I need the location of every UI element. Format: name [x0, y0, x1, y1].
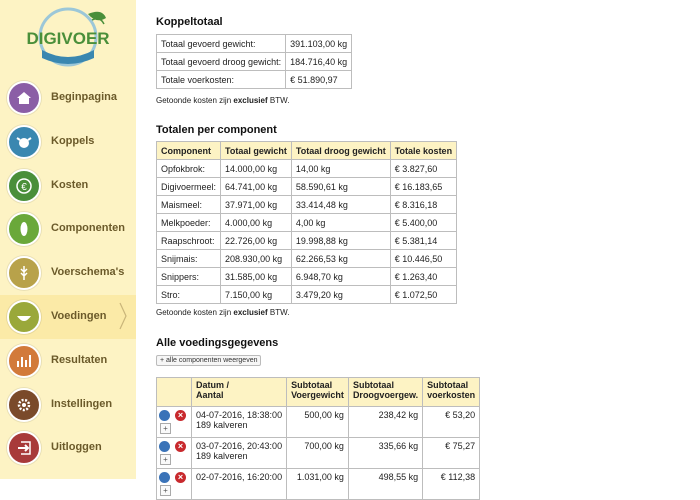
- column-header: Totaal gewicht: [221, 142, 292, 160]
- table-row: [157, 438, 480, 469]
- edit-icon[interactable]: [159, 410, 170, 421]
- table-row: [157, 196, 457, 214]
- column-header: [423, 378, 480, 407]
- column-header: [348, 378, 422, 407]
- row-value: 391.103,00 kg: [286, 35, 352, 53]
- table-cell: 208.930,00 kg: [221, 250, 292, 268]
- table-cell: 22.726,00 kg: [221, 232, 292, 250]
- exit-icon: [7, 431, 41, 465]
- nav-label: Uitloggen: [51, 441, 102, 453]
- edit-icon[interactable]: [159, 441, 170, 452]
- table-row: [157, 407, 480, 438]
- datum: 03-07-2016, 20:43:00: [196, 441, 283, 451]
- table-cell: 19.998,88 kg: [291, 232, 390, 250]
- voergewicht-cell: 700,00 kg: [287, 438, 349, 469]
- voergewicht-cell: 500,00 kg: [287, 407, 349, 438]
- column-header: Totale kosten: [390, 142, 456, 160]
- table-cell: € 5.400,00: [390, 214, 456, 232]
- voergewicht-cell: 1.031,00 kg: [287, 469, 349, 500]
- header-line: Droogvoergew.: [352, 390, 419, 400]
- kosten-cell: € 75,27: [423, 438, 480, 469]
- row-label: Totale voerkosten:: [157, 71, 286, 89]
- table-cell: 3.479,20 kg: [291, 286, 390, 304]
- voeding-title: Alle voedingsgegevens: [156, 337, 279, 349]
- column-header: [192, 378, 287, 407]
- nav-label: Resultaten: [51, 354, 108, 366]
- koppeltotaal-title: Koppeltotaal: [156, 16, 223, 28]
- table-cell: Maismeel:: [157, 196, 221, 214]
- row-value: 184.716,40 kg: [286, 53, 352, 71]
- table-row: [157, 232, 457, 250]
- datum-cell: [192, 407, 287, 438]
- chevron-right-icon: [118, 301, 128, 331]
- chart-icon: [7, 344, 41, 378]
- aantal: 189 kalveren: [196, 451, 248, 461]
- nav-label: Beginpagina: [51, 91, 118, 103]
- row-actions: [157, 407, 192, 438]
- table-cell: 14.000,00 kg: [221, 160, 292, 178]
- datum: 02-07-2016, 16:20:00: [196, 472, 283, 482]
- edit-icon[interactable]: [159, 472, 170, 483]
- euro-icon: [7, 169, 41, 203]
- nav-item-uitloggen[interactable]: [0, 426, 136, 470]
- table-row: [157, 71, 352, 89]
- expand-icon[interactable]: +: [160, 454, 171, 465]
- table-row: [157, 35, 352, 53]
- delete-icon[interactable]: ×: [175, 410, 186, 421]
- sidebar: [0, 0, 136, 479]
- table-cell: Digivoermeel:: [157, 178, 221, 196]
- table-cell: Snippers:: [157, 268, 221, 286]
- table-row: [157, 268, 457, 286]
- header-line: voerkosten: [427, 390, 476, 400]
- table-cell: € 1.263,40: [390, 268, 456, 286]
- kosten-cell: € 112,38: [423, 469, 480, 500]
- table-cell: € 8.316,18: [390, 196, 456, 214]
- table-cell: € 10.446,50: [390, 250, 456, 268]
- cow-icon: [7, 125, 41, 159]
- table-cell: 33.414,48 kg: [291, 196, 390, 214]
- digivoer-logo[interactable]: [22, 6, 114, 68]
- datum-cell: [192, 438, 287, 469]
- table-cell: Snijmais:: [157, 250, 221, 268]
- nav-item-koppels[interactable]: [0, 120, 136, 164]
- table-row: [157, 160, 457, 178]
- table-cell: 58.590,61 kg: [291, 178, 390, 196]
- table-row: [157, 178, 457, 196]
- table-cell: 62.266,53 kg: [291, 250, 390, 268]
- delete-icon[interactable]: ×: [175, 472, 186, 483]
- header-line: Subtotaal: [427, 380, 469, 390]
- expand-icon[interactable]: +: [160, 423, 171, 434]
- action-icons: [157, 469, 191, 499]
- header-line: Voergewicht: [291, 390, 344, 400]
- table-row: [157, 469, 480, 500]
- wheat-icon: [7, 256, 41, 290]
- show-all-components-button[interactable]: + alle componenten weergeven: [156, 355, 261, 366]
- column-header: Component: [157, 142, 221, 160]
- table-row: [157, 214, 457, 232]
- datum: 04-07-2016, 18:38:00: [196, 410, 283, 420]
- table-cell: 7.150,00 kg: [221, 286, 292, 304]
- delete-icon[interactable]: ×: [175, 441, 186, 452]
- table-cell: Stro:: [157, 286, 221, 304]
- column-header: Totaal droog gewicht: [291, 142, 390, 160]
- table-cell: € 5.381,14: [390, 232, 456, 250]
- table-cell: 31.585,00 kg: [221, 268, 292, 286]
- droog-cell: 498,55 kg: [348, 469, 422, 500]
- nav-item-instellingen[interactable]: [0, 383, 136, 427]
- table-row: [157, 286, 457, 304]
- table-cell: 4.000,00 kg: [221, 214, 292, 232]
- nav-label: Componenten: [51, 222, 125, 234]
- header-line: Aantal: [196, 390, 224, 400]
- table-cell: Opfokbrok:: [157, 160, 221, 178]
- corn-icon: [7, 212, 41, 246]
- nav-label: Voedingen: [51, 310, 107, 322]
- nav-label: Instellingen: [51, 398, 113, 410]
- nav-item-voerschema-s[interactable]: [0, 251, 136, 295]
- house-icon: [7, 81, 41, 115]
- table-row: [157, 53, 352, 71]
- nav-item-beginpagina[interactable]: [0, 76, 136, 120]
- table-cell: € 3.827,60: [390, 160, 456, 178]
- bowl-icon: [7, 300, 41, 334]
- componenten-table: [156, 141, 457, 304]
- table-cell: € 16.183,65: [390, 178, 456, 196]
- header-line: Subtotaal: [352, 380, 394, 390]
- nav-item-voedingen[interactable]: [0, 295, 136, 339]
- svg-text:€: €: [21, 182, 27, 193]
- btw-note-1: Getoonde kosten zijn exclusief BTW.: [156, 96, 290, 105]
- table-cell: Melkpoeder:: [157, 214, 221, 232]
- koppeltotaal-table: [156, 34, 352, 89]
- column-header: [287, 378, 349, 407]
- nav-item-componenten[interactable]: [0, 207, 136, 251]
- nav-item-resultaten[interactable]: [0, 339, 136, 383]
- table-cell: € 1.072,50: [390, 286, 456, 304]
- nav-item-kosten[interactable]: [0, 164, 136, 208]
- aantal: 189 kalveren: [196, 420, 248, 430]
- table-cell: 4,00 kg: [291, 214, 390, 232]
- table-cell: 37.971,00 kg: [221, 196, 292, 214]
- expand-icon[interactable]: +: [160, 485, 171, 496]
- voeding-table: [156, 377, 480, 500]
- componenten-title: Totalen per component: [156, 124, 277, 136]
- nav-label: Voerschema's: [51, 266, 125, 278]
- row-label: Totaal gevoerd gewicht:: [157, 35, 286, 53]
- btw-note-2: Getoonde kosten zijn exclusief BTW.: [156, 308, 290, 317]
- row-actions: [157, 438, 192, 469]
- nav-label: Kosten: [51, 179, 89, 191]
- table-row: [157, 250, 457, 268]
- action-icons: [157, 407, 191, 437]
- table-cell: Raapschroot:: [157, 232, 221, 250]
- row-label: Totaal gevoerd droog gewicht:: [157, 53, 286, 71]
- action-icons: [157, 438, 191, 468]
- datum-cell: [192, 469, 287, 500]
- nav-label: Koppels: [51, 135, 95, 147]
- gear-icon: [7, 388, 41, 422]
- logo-text: DIGIVOER: [26, 29, 110, 48]
- droog-cell: 238,42 kg: [348, 407, 422, 438]
- header-line: Subtotaal: [291, 380, 333, 390]
- table-cell: 6.948,70 kg: [291, 268, 390, 286]
- table-cell: 64.741,00 kg: [221, 178, 292, 196]
- actions-header: [157, 378, 192, 407]
- kosten-cell: € 53,20: [423, 407, 480, 438]
- table-cell: 14,00 kg: [291, 160, 390, 178]
- header-line: Datum /: [196, 380, 230, 390]
- droog-cell: 335,66 kg: [348, 438, 422, 469]
- row-value: € 51.890,97: [286, 71, 352, 89]
- row-actions: [157, 469, 192, 500]
